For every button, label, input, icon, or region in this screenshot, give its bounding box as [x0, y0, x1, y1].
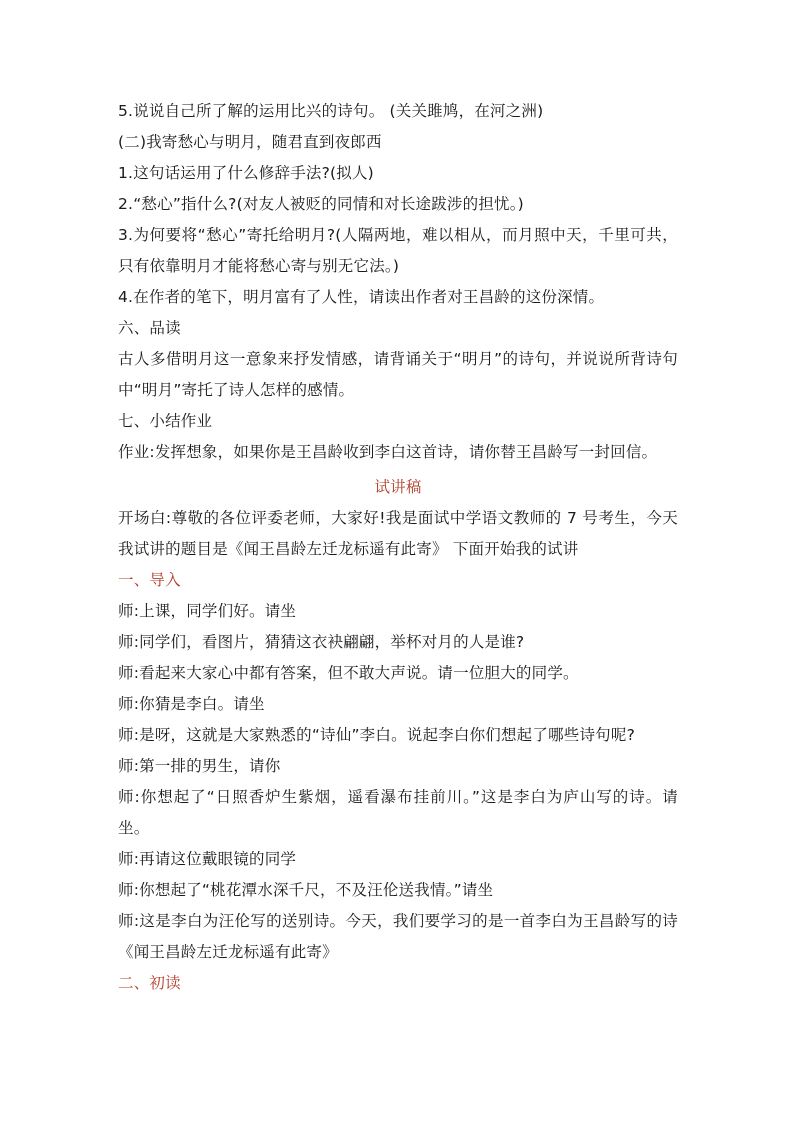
subsection-2-title: (二)我寄愁心与明月，随君直到夜郎西 [118, 133, 382, 151]
heading-first-reading: 二、初读 [118, 974, 181, 992]
dialogue-line: 师:你想起了“桃花潭水深千尺，不及汪伦送我情。”请坐 [118, 881, 494, 899]
dialogue-line: 师:上课，同学们好。请坐 [118, 602, 297, 620]
trial-lecture-title: 试讲稿 [374, 478, 422, 496]
subquestion-3: 3.为何要将“愁心”寄托给明月?(人隔两地，难以相从，而月照中天，千里可共，只有依靠明月才能将愁心寄与别无它法。) [118, 226, 678, 275]
question-5: 5.说说自己所了解的运用比兴的诗句。 (关关雎鸠，在河之洲) [118, 102, 544, 120]
section-6-heading: 六、品读 [118, 319, 181, 337]
dialogue-line: 师:是呀，这就是大家熟悉的“诗仙”李白。说起李白你们想起了哪些诗句呢? [118, 726, 636, 744]
section-7-heading: 七、小结作业 [118, 412, 213, 430]
dialogue-line: 师:这是李白为汪伦写的送别诗。今天，我们要学习的是一首李白为王昌龄写的诗《闻王昌龄左迁龙标遥有此寄》 [118, 912, 678, 961]
section-6-text: 古人多借明月这一意象来抒发情感，请背诵关于“明月”的诗句，并说说所背诗句中“明月”寄托了诗人怎样的感情。 [118, 350, 678, 399]
subquestion-1: 1.这句话运用了什么修辞手法?(拟人) [118, 164, 374, 182]
dialogue-line: 师:同学们，看图片，猜猜这衣袂翩翩，举杯对月的人是谁? [118, 633, 525, 651]
dialogue-line: 师:你猜是李白。请坐 [118, 695, 265, 713]
opening-remarks: 开场白:尊敬的各位评委老师，大家好!我是面试中学语文教师的 7 号考生，今天我试讲的题目是《闻王昌龄左迁龙标遥有此寄》 下面开始我的试讲 [118, 509, 678, 558]
dialogue-line: 师:第一排的男生，请你 [118, 757, 281, 775]
subquestion-4: 4.在作者的笔下，明月富有了人性，请读出作者对王昌龄的这份深情。 [118, 288, 605, 306]
dialogue-line: 师:看起来大家心中都有答案，但不敢大声说。请一位胆大的同学。 [118, 664, 579, 682]
subquestion-2: 2.“愁心”指什么?(对友人被贬的同情和对长途跋涉的担忧。) [118, 195, 524, 213]
homework-text: 作业:发挥想象，如果你是王昌龄收到李白这首诗，请你替王昌龄写一封回信。 [118, 443, 658, 461]
heading-introduction: 一、导入 [118, 571, 181, 589]
dialogue-line: 师:再请这位戴眼镜的同学 [118, 850, 297, 868]
document-body [118, 96, 678, 999]
dialogue-line: 师:你想起了“日照香炉生紫烟，遥看瀑布挂前川。”这是李白为庐山写的诗。请坐。 [118, 788, 678, 837]
